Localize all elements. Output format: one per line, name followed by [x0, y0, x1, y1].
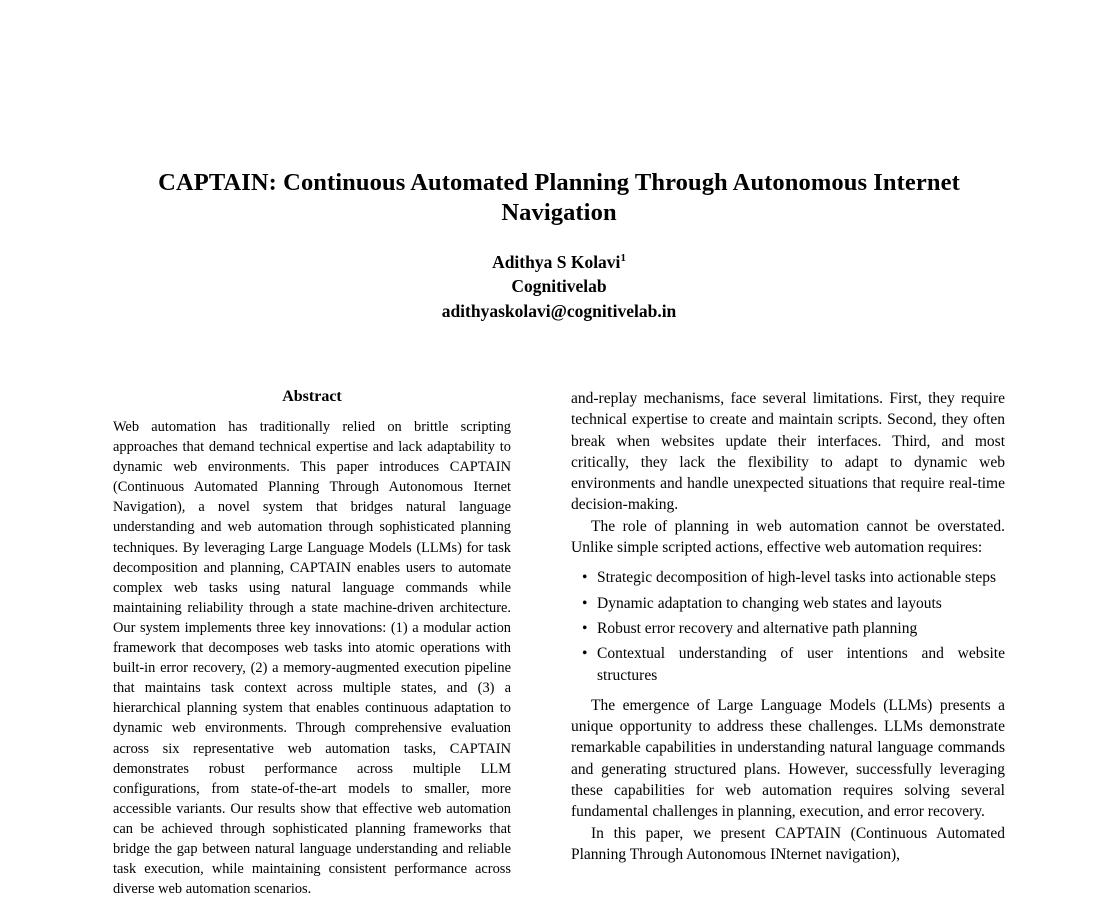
author-affiliation: Cognitivelab [511, 276, 607, 296]
list-item-label: Strategic decomposition of high-level tasks into actionable steps [597, 569, 997, 587]
page-title: CAPTAIN: Continuous Automated Planning Through Autonomous Internet Navigation [158, 169, 960, 226]
body-paragraph-4: In this paper, we present CAPTAIN (Continuous Automated Planning Through Autonomous INternet navigation), [571, 824, 1005, 863]
requirements-list [571, 567, 1005, 685]
bullet-icon: • [582, 569, 588, 587]
abstract-body: Web automation has traditionally relied on brittle scripting approaches that demand technical expertise and lack adaptability to dynamic web environments. This paper introduces CAPTAIN (Continuous Automated Planning Through Autonomous Iternet Navigation), a novel system that bridges natural language understanding and web automation through sophisticated planning techniques. By leveraging Large Language Models (LLMs) for task decomposition and planning, CAPTAIN enables users to automate complex web tasks using natural language commands while maintaining reliability through a state machine-driven architecture. Our system implements three key innovations: (1) a modular action framework that decomposes web tasks into atomic operations with built-in error recovery, (2) a memory-augmented execution pipeline that maintains task context across multiple states, and (3) a hierarchical planning system that enables continuous adaptation to dynamic web environments. Through comprehensive evaluation across six representative web automation tasks, CAPTAIN demonstrates robust performance across multiple LLM configurations, from state-of-the-art models to smaller, more accessible variants. Our results show that effective web automation can be achieved through sophisticated planning frameworks that bridge the gap between natural language understanding and reliable task execution, while maintaining consistent performance across diverse web automation scenarios. [113, 419, 511, 898]
bullet-icon: • [582, 619, 588, 637]
author-block [113, 250, 1005, 324]
title-block [113, 168, 1005, 228]
left-column [113, 388, 511, 899]
list-item [571, 593, 1005, 614]
author-name [113, 250, 1005, 274]
body-paragraph-2: The role of planning in web automation cannot be overstated. Unlike simple scripted actions, effective web automation requires: [571, 517, 1005, 557]
body-paragraph-3: The emergence of Large Language Models (LLMs) presents a unique opportunity to address these challenges. LLMs demonstrate remarkable capabilities in understanding natural language commands and generating structured plans. However, successfully leveraging these capabilities for web automation requires solving several fundamental challenges in planning, execution, and error recovery. [571, 696, 1005, 821]
author-name-text: Adithya S Kolavi [492, 252, 621, 272]
list-item [571, 618, 1005, 639]
author-email[interactable]: adithyaskolavi@cognitivelab.in [441, 301, 677, 321]
right-column [571, 388, 1005, 865]
list-item [571, 643, 1005, 686]
bullet-icon: • [582, 594, 588, 612]
bullet-icon: • [582, 645, 588, 663]
list-item [571, 567, 1005, 588]
abstract-heading: Abstract [282, 388, 342, 405]
list-item-label: Robust error recovery and alternative path planning [597, 619, 918, 637]
affiliation-marker: 1 [620, 252, 626, 265]
body-paragraph-1: and-replay mechanisms, face several limitations. First, they require technical expertise to create and maintain scripts. Second, they often break when websites update their interfaces. Third, and most critically, they lack the flexibility to adapt to dynamic web environments and handle unexpected situations that require real-time decision-making. [571, 390, 1005, 514]
list-item-label: Contextual understanding of user intentions and website structures [597, 645, 1005, 684]
list-item-label: Dynamic adaptation to changing web states and layouts [597, 594, 942, 612]
